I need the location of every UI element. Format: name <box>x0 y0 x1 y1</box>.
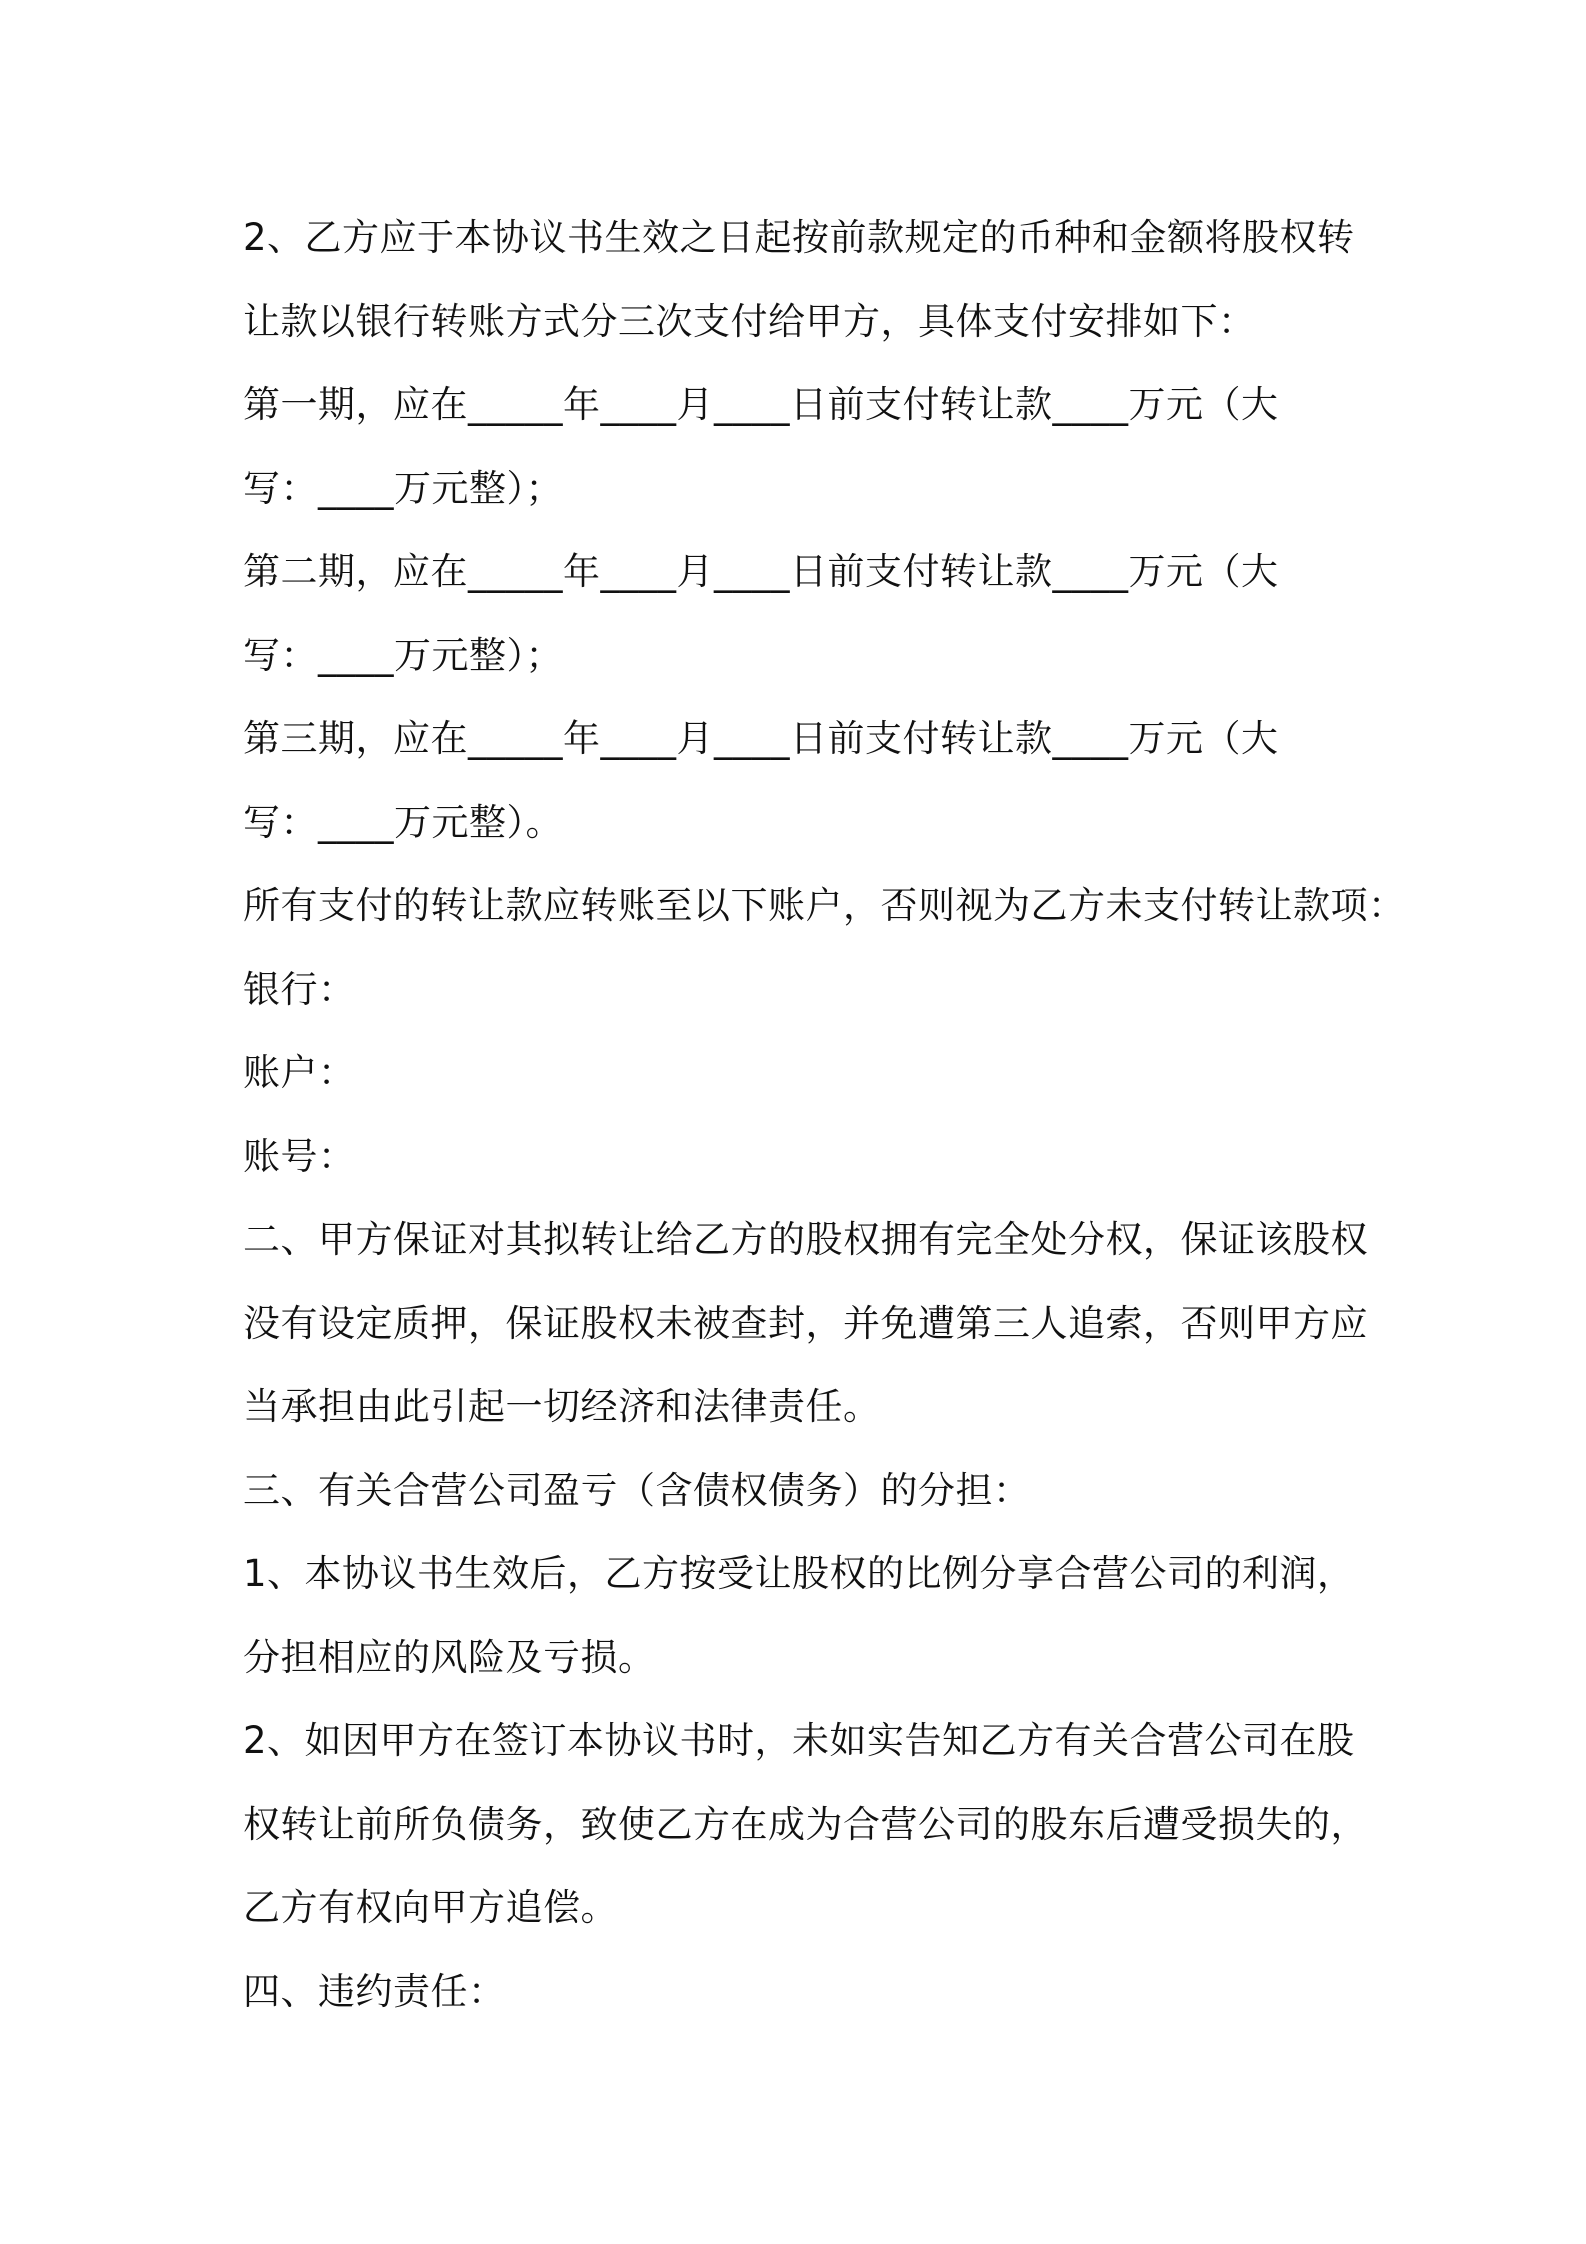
text-line: 账户： <box>243 1051 356 1094</box>
text-line: 权转让前所负债务，致使乙方在成为合营公司的股东后遭受损失的， <box>243 1802 1368 1846</box>
text-line: 乙方有权向甲方追偿。 <box>243 1886 618 1929</box>
text-line: 四、违约责任： <box>243 1969 506 2013</box>
text-line: 2、如因甲方在签订本协议书时，未如实告知乙方有关合营公司在股 <box>243 1719 1355 1762</box>
text-line: 2、乙方应于本协议书生效之日起按前款规定的币种和金额将股权转 <box>243 216 1355 259</box>
text-line: 没有设定质押，保证股权未被查封，并免遭第三人追索，否则甲方应 <box>243 1301 1368 1345</box>
text-line: 所有支付的转让款应转账至以下账户，否则视为乙方未支付转让款项： <box>243 884 1406 927</box>
text-line: 账号： <box>243 1134 356 1178</box>
text-line: 第三期，应在_____年____月____日前支付转让款____万元（大 <box>243 717 1279 760</box>
text-line: 1、本协议书生效后，乙方按受让股权的比例分享合营公司的利润， <box>243 1552 1355 1595</box>
text-line: 第一期，应在_____年____月____日前支付转让款____万元（大 <box>243 383 1279 426</box>
text-line: 银行： <box>243 967 356 1011</box>
text-line: 第二期，应在_____年____月____日前支付转让款____万元（大 <box>243 550 1279 593</box>
text-line: 让款以银行转账方式分三次支付给甲方，具体支付安排如下： <box>243 299 1256 343</box>
text-line: 写：____万元整）； <box>243 466 563 510</box>
text-line: 二、甲方保证对其拟转让给乙方的股权拥有完全处分权，保证该股权 <box>243 1218 1368 1261</box>
document-body <box>243 196 1406 2033</box>
text-line: 分担相应的风险及亏损。 <box>243 1635 656 1679</box>
text-line: 写：____万元整）。 <box>243 800 563 844</box>
text-line: 写：____万元整）； <box>243 633 563 677</box>
text-line: 三、有关合营公司盈亏（含债权债务）的分担： <box>243 1468 1031 1512</box>
text-line: 当承担由此引起一切经济和法律责任。 <box>243 1385 881 1428</box>
